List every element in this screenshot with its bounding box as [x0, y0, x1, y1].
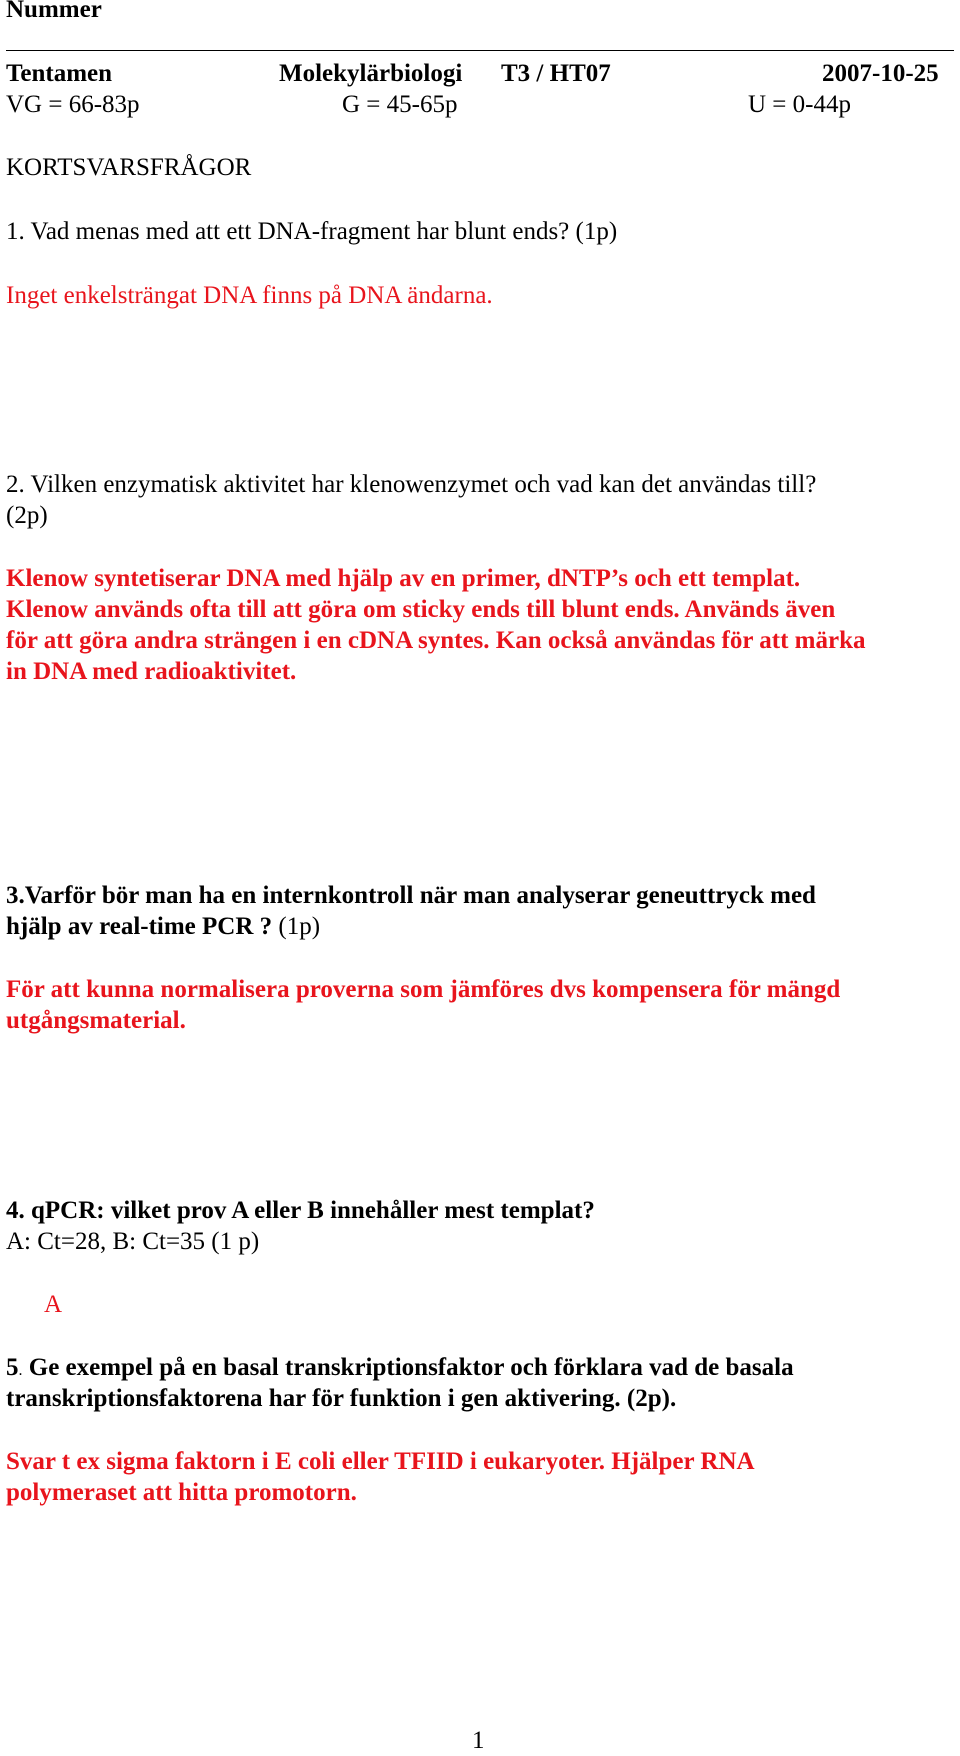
question-1: 1. Vad menas med att ett DNA-fragment har blunt ends? (1p) — [6, 218, 618, 245]
answer-1: Inget enkelsträngat DNA finns på DNA ändarna. — [6, 282, 493, 309]
question-2-line-2: (2p) — [6, 502, 48, 529]
question-5-line-1 — [6, 1352, 794, 1386]
question-3-line-1: 3.Varför bör man ha en internkontroll när man analyserar geneuttryck med — [6, 882, 816, 909]
answer-2-line-4: in DNA med radioaktivitet. — [6, 658, 297, 685]
answer-5-line-2: polymeraset att hitta promotorn. — [6, 1479, 357, 1506]
question-3-text: hjälp av real-time PCR ? — [6, 913, 273, 940]
page-number: 1 — [472, 1727, 485, 1754]
grade-u: U = 0-44p — [748, 91, 851, 118]
grade-vg: VG = 66-83p — [6, 91, 140, 118]
answer-5-line-1: Svar t ex sigma faktorn i E coli eller TFIID i eukaryoter. Hjälper RNA — [6, 1448, 755, 1475]
question-3-points: (1p) — [272, 913, 321, 940]
question-3-line-2 — [6, 911, 320, 942]
question-4-line-2: A: Ct=28, B: Ct=35 (1 p) — [6, 1228, 260, 1255]
answer-2-line-2: Klenow används ofta till att göra om sticky ends till blunt ends. Används även — [6, 596, 836, 623]
answer-2-line-3: för att göra andra strängen i en cDNA syntes. Kan också användas för att märka — [6, 627, 866, 654]
number-label: Nummer — [6, 0, 102, 23]
answer-3-line-1: För att kunna normalisera proverna som jämföres dvs kompensera för mängd — [6, 976, 841, 1003]
question-4-line-1: 4. qPCR: vilket prov A eller B innehåller mest templat? — [6, 1197, 595, 1224]
answer-2-line-1: Klenow syntetiserar DNA med hjälp av en primer, dNTP’s och ett templat. — [6, 565, 801, 592]
course-name: Molekylärbiologi — [279, 60, 463, 87]
grade-g: G = 45-65p — [342, 91, 458, 118]
question-5-number-dot: . — [18, 1362, 23, 1379]
answer-3-line-2: utgångsmaterial. — [6, 1007, 186, 1034]
exam-date: 2007-10-25 — [822, 60, 939, 87]
answer-4: A — [44, 1291, 63, 1318]
exam-title: Tentamen — [6, 60, 113, 87]
term: T3 / HT07 — [501, 60, 611, 87]
header-rule — [6, 50, 954, 51]
question-2-line-1: 2. Vilken enzymatisk aktivitet har klenowenzymet och vad kan det användas till? — [6, 471, 817, 498]
section-title: KORTSVARSFRÅGOR — [6, 154, 252, 181]
question-5-line-2: transkriptionsfaktorena har för funktion i gen aktivering. (2p). — [6, 1385, 677, 1412]
question-5-text: Ge exempel på en basal transkriptionsfaktor och förklara vad de basala — [22, 1354, 794, 1381]
question-5-number: 5 — [6, 1354, 19, 1381]
